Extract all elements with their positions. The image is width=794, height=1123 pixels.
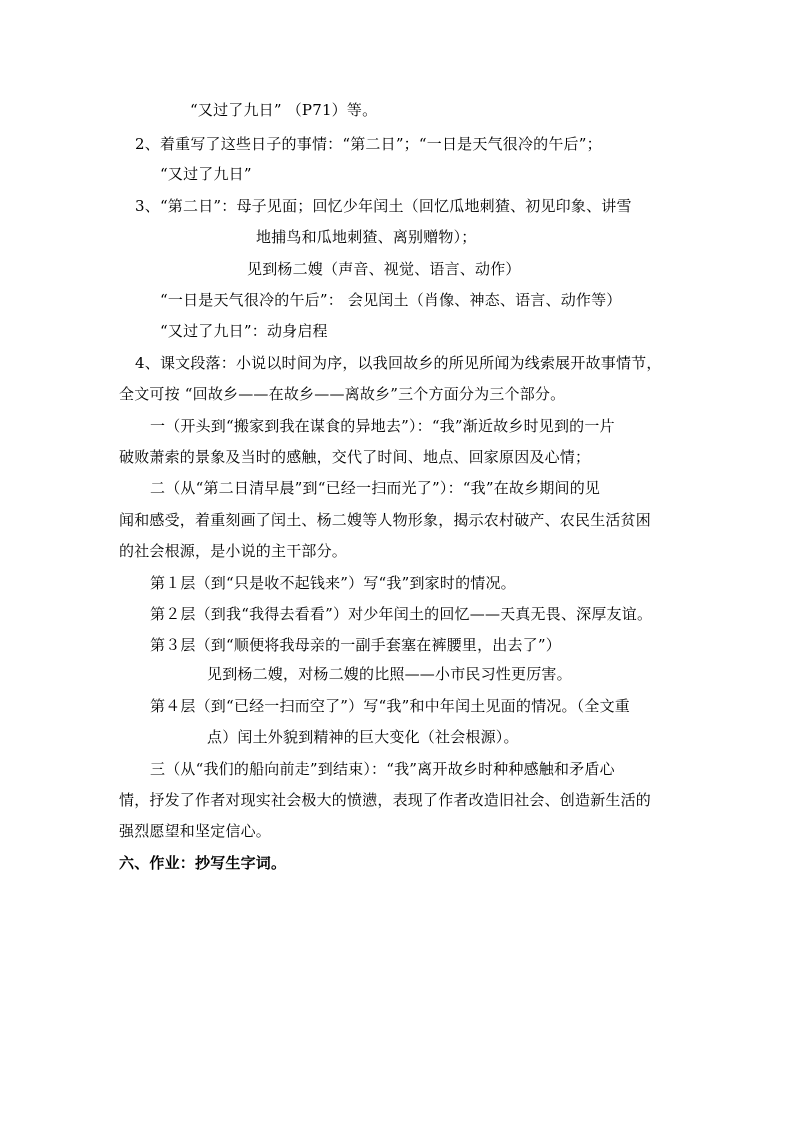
text-line: “一日是天气很冷的午后”： 会见闰土（肖像、神态、语言、动作等） — [160, 291, 622, 309]
text-line: “又过了九日” — [160, 165, 252, 183]
text-line: 的社会根源，是小说的主干部分。 — [119, 542, 348, 560]
text-line: “又过了九日”：动身启程 — [160, 322, 328, 340]
text-line: 点）闰土外貌到精神的巨大变化（社会根源）。 — [207, 728, 519, 746]
text-line: 全文可按 “回故乡——在故乡——离故乡”三个方面分为三个部分。 — [119, 385, 566, 403]
text-line: 强烈愿望和坚定信心。 — [119, 822, 272, 840]
text-line: 2、着重写了这些日子的事情：“第二日”；“一日是天气很冷的午后”； — [135, 135, 602, 153]
text-line: 二（从“第二日清早晨”到“已经一扫而光了”）：“我”在故乡期间的见 — [150, 479, 601, 497]
text-line: 第１层（到“只是收不起钱来”）写“我”到家时的情况。 — [150, 574, 516, 592]
text-line: 第３层（到“顺便将我母亲的一副手套塞在裤腰里，出去了”） — [150, 636, 561, 654]
text-line: 4、课文段落：小说以时间为序，以我回故乡的所见所闻为线索展开故事情节， — [135, 354, 662, 372]
text-line: 三（从“我们的船向前走”到结束）：“我”离开故乡时种种感触和矛盾心 — [150, 760, 615, 778]
text-line: 见到杨二嫂（声音、视觉、语言、动作） — [247, 260, 521, 278]
text-line: 地捕鸟和瓜地刺猹、离别赠物）； — [256, 228, 477, 246]
text-line: 见到杨二嫂，对杨二嫂的比照——小市民习性更厉害。 — [207, 665, 572, 683]
text-line: 闻和感受，着重刻画了闰土、杨二嫂等人物形象，揭示农村破产、农民生活贫困 — [119, 511, 652, 529]
text-line: 破败萧索的景象及当时的感触，交代了时间、地点、回家原因及心情； — [119, 448, 591, 466]
text-line: 一（开头到“搬家到我在谋食的异地去”）：“我”渐近故乡时见到的一片 — [150, 417, 615, 435]
text-line: 第２层（到我“我得去看看”）对少年闰土的回忆——天真无畏、深厚友谊。 — [150, 605, 653, 623]
homework-heading: 六、作业：抄写生字词。 — [119, 854, 287, 872]
text-line: 情，抒发了作者对现实社会极大的愤懑，表现了作者改造旧社会、创造新生活的 — [119, 791, 652, 809]
text-line: 第４层（到“已经一扫而空了”）写“我”和中年闰土见面的情况。（全文重 — [150, 697, 630, 715]
text-line: “又过了九日” （P71）等。 — [190, 101, 378, 119]
text-line: 3、“第二日”：母子见面；回忆少年闰土（回忆瓜地刺猹、初见印象、讲雪 — [135, 197, 632, 215]
